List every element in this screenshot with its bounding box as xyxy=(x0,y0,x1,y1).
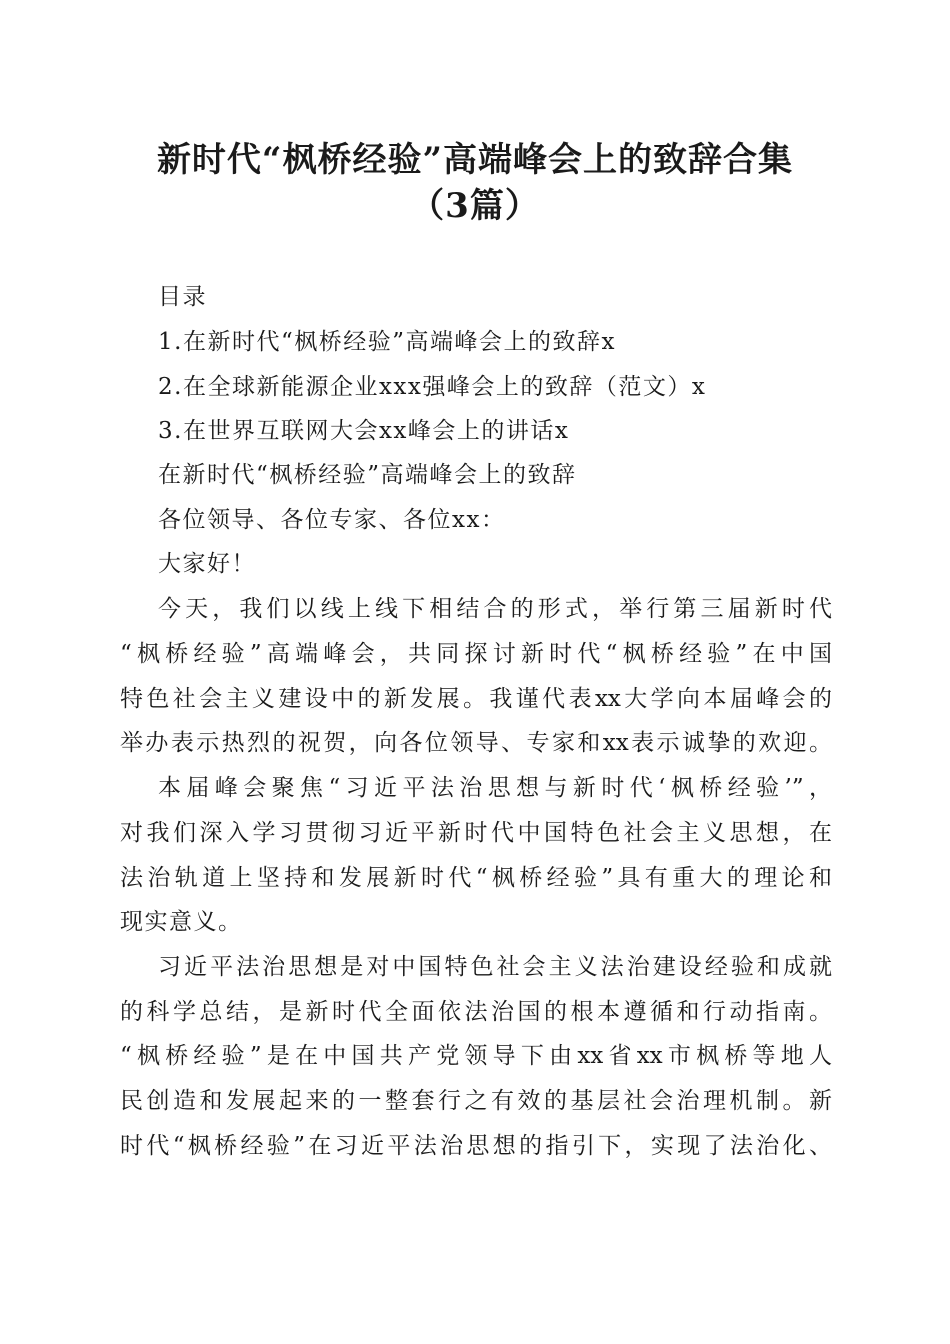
toc-item-2: 2.在全球新能源企业xxx强峰会上的致辞（范文）x xyxy=(158,374,707,400)
paragraph-2-line-3: 法治轨道上坚持和发展新时代“枫桥经验”具有重大的理论和 xyxy=(120,865,832,891)
paragraph-3-line-3: “枫桥经验”是在中国共产党领导下由xx省xx市枫桥等地人 xyxy=(120,1043,832,1069)
paragraph-2-line-4: 现实意义。 xyxy=(120,909,243,935)
paragraph-2-line-1: 本届峰会聚焦“习近平法治思想与新时代‘枫桥经验’”， xyxy=(158,775,832,801)
salutation: 各位领导、各位专家、各位xx： xyxy=(158,507,506,533)
paragraph-3-line-1: 习近平法治思想是对中国特色社会主义法治建设经验和成就 xyxy=(158,954,832,980)
paragraph-1-line-4: 举办表示热烈的祝贺，向各位领导、专家和xx表示诚挚的欢迎。 xyxy=(120,730,832,756)
speech-title: 在新时代“枫桥经验”高端峰会上的致辞 xyxy=(158,462,577,488)
toc-item-3: 3.在世界互联网大会xx峰会上的讲话x xyxy=(158,418,570,444)
toc-item-1: 1.在新时代“枫桥经验”高端峰会上的致辞x xyxy=(158,329,616,355)
paragraph-1-line-3: 特色社会主义建设中的新发展。我谨代表xx大学向本届峰会的 xyxy=(120,686,832,712)
paragraph-2-line-2: 对我们深入学习贯彻习近平新时代中国特色社会主义思想，在 xyxy=(120,820,832,846)
paragraph-3-line-5: 时代“枫桥经验”在习近平法治思想的指引下，实现了法治化、 xyxy=(120,1133,832,1159)
paragraph-1-line-2: “枫桥经验”高端峰会，共同探讨新时代“枫桥经验”在中国 xyxy=(120,641,832,667)
paragraph-3-line-2: 的科学总结，是新时代全面依法治国的根本遵循和行动指南。 xyxy=(120,999,832,1025)
paragraph-1-line-1: 今天，我们以线上线下相结合的形式，举行第三届新时代 xyxy=(158,596,832,622)
toc-heading: 目录 xyxy=(158,284,207,310)
greeting: 大家好！ xyxy=(158,551,256,577)
paragraph-3-line-4: 民创造和发展起来的一整套行之有效的基层社会治理机制。新 xyxy=(120,1088,832,1114)
document-title-line-2: （3篇） xyxy=(410,186,540,226)
document-title-line-1: 新时代“枫桥经验”高端峰会上的致辞合集 xyxy=(156,140,794,180)
